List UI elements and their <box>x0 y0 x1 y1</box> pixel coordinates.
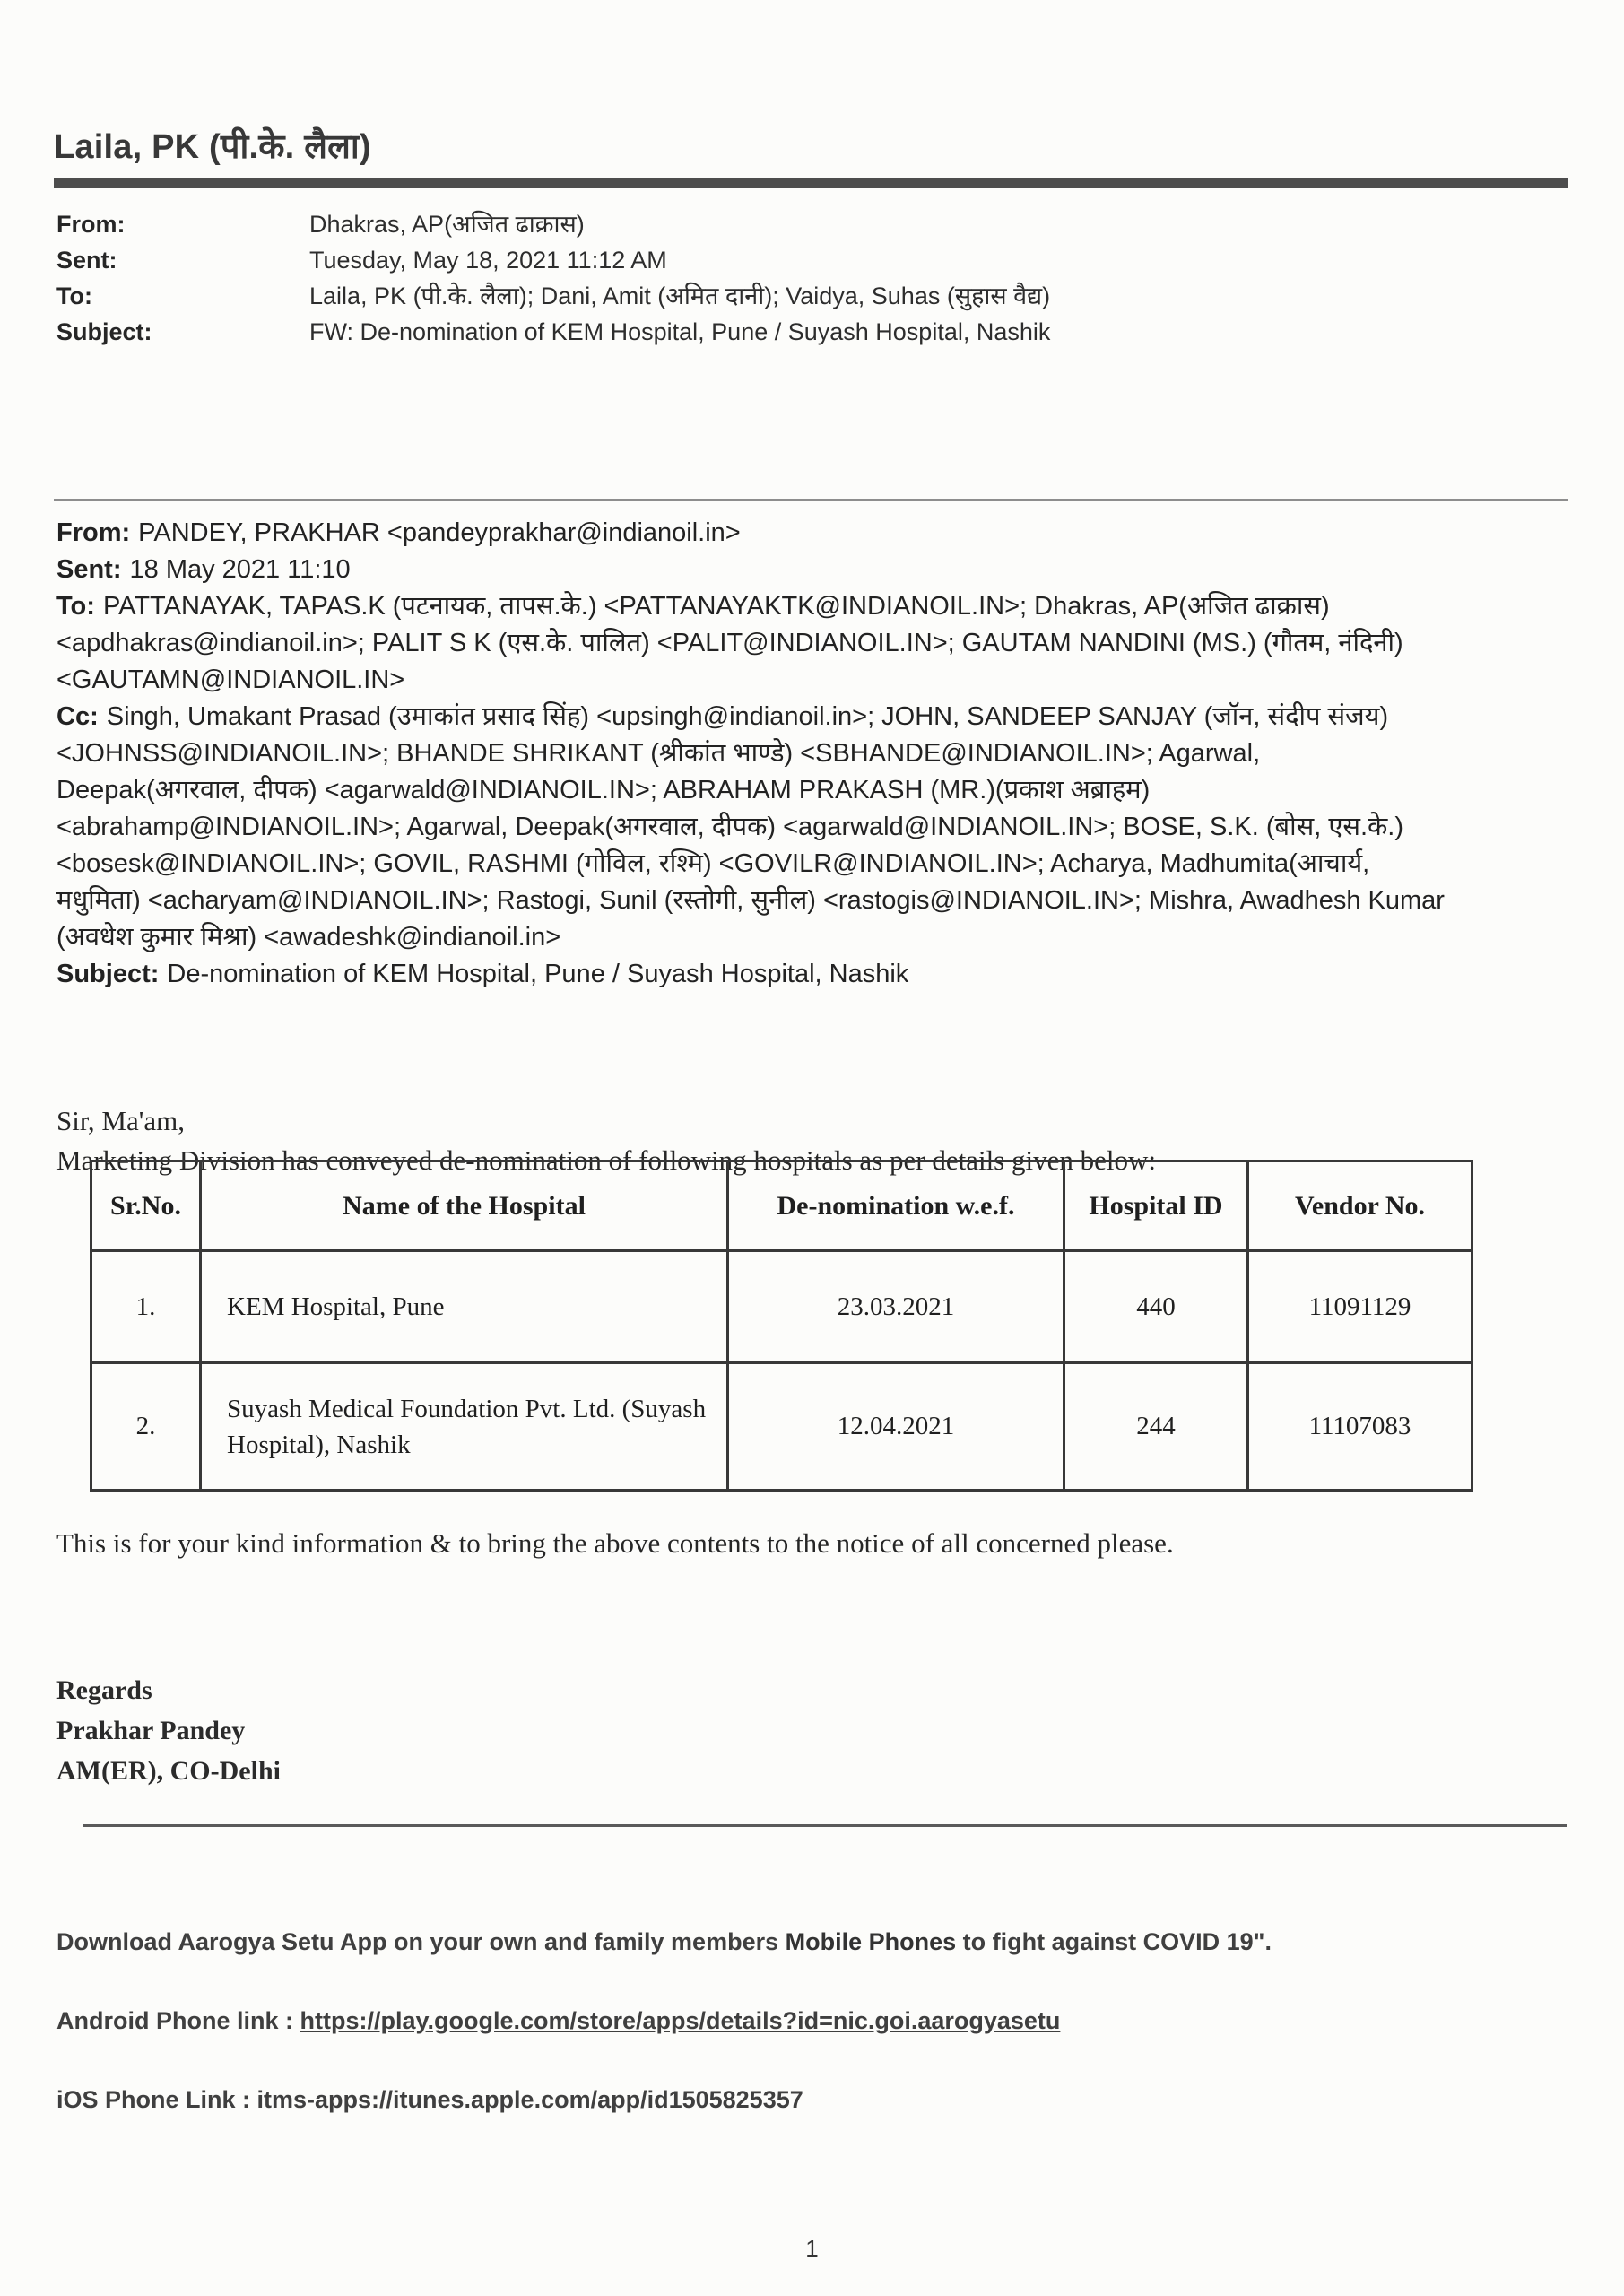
meta-row-subject <box>56 314 1491 350</box>
forwarded-message-header <box>56 515 1455 993</box>
table-cell: 12.04.2021 <box>728 1363 1064 1491</box>
table-row <box>91 1363 1472 1491</box>
table-header-cell: Vendor No. <box>1248 1161 1472 1251</box>
fwd-subject-label: Subject: <box>56 960 160 988</box>
table-header-row <box>91 1161 1472 1251</box>
mailbox-owner-title: Laila, PK (पी.के. लैला) <box>54 128 371 166</box>
table-body <box>91 1251 1472 1491</box>
table-cell: 1. <box>91 1251 201 1363</box>
signature-regards: Regards <box>56 1675 152 1705</box>
fwd-to-line <box>56 588 1455 699</box>
fwd-sent-value: 18 May 2021 11:10 <box>129 555 351 584</box>
separator-rule <box>54 499 1568 501</box>
email-meta-header <box>56 206 1491 350</box>
fwd-cc-label: Cc: <box>56 702 99 731</box>
subject-value: FW: De-nomination of KEM Hospital, Pune / Suyash Hospital, Nashik <box>309 318 1051 345</box>
meta-row-sent <box>56 242 1491 278</box>
table-cell: 11107083 <box>1248 1363 1472 1491</box>
sent-label: Sent: <box>56 247 117 274</box>
fwd-cc-line <box>56 699 1455 956</box>
table-cell: 244 <box>1064 1363 1248 1491</box>
fwd-from-label: From: <box>56 518 131 547</box>
covid-advisory-bold: Mobile Phones <box>785 1928 957 1955</box>
ios-link-label: iOS Phone Link : <box>56 2086 257 2113</box>
table-cell: 11091129 <box>1248 1251 1472 1363</box>
table-cell: 440 <box>1064 1251 1248 1363</box>
android-store-link[interactable]: https://play.google.com/store/apps/details?id=nic.goi.aarogyasetu <box>300 2007 1061 2034</box>
covid-advisory-prefix: Download Aarogya Setu App on your own and family members <box>56 1928 786 1955</box>
signature-name: Prakhar Pandey <box>56 1716 246 1745</box>
table-header-cell: Sr.No. <box>91 1161 201 1251</box>
meta-row-from <box>56 206 1491 242</box>
android-link-line <box>56 2007 1581 2035</box>
fwd-sent-line <box>56 552 1455 588</box>
denomination-table <box>90 1160 1473 1492</box>
fwd-to-value: PATTANAYAK, TAPAS.K (पटनायक, तापस.के.) <PATTANAYAKTK@INDIANOIL.IN>; Dhakras, AP(अजित ढाक्रास) <apdhakras@indianoil.in>; PALIT S K (एस.के. पालित) <PALIT@INDIANOIL.IN>; GAUTAM NANDINI (MS.) (गौतम, नंदिनी) <GAUTAMN@INDIANOIL.IN> <box>56 592 1403 694</box>
fwd-subject-line <box>56 956 1455 993</box>
covid-advisory-line <box>56 1928 1581 1956</box>
to-value: Laila, PK (पी.के. लैला); Dani, Amit (अमित दानी); Vaidya, Suhas (सुहास वैद्य) <box>309 283 1051 309</box>
table-cell: KEM Hospital, Pune <box>201 1251 728 1363</box>
fwd-from-line <box>56 515 1455 552</box>
table-header-cell: Hospital ID <box>1064 1161 1248 1251</box>
email-title-bar <box>54 122 1568 188</box>
table-cell: 2. <box>91 1363 201 1491</box>
signature-block <box>56 1670 281 1791</box>
sent-value: Tuesday, May 18, 2021 11:12 AM <box>309 247 667 274</box>
salutation: Sir, Ma'am, <box>56 1105 185 1136</box>
ios-link-line <box>56 2086 1581 2114</box>
page-number: 1 <box>805 2235 819 2262</box>
meta-row-to <box>56 278 1491 314</box>
fwd-subject-value: De-nomination of KEM Hospital, Pune / Suyash Hospital, Nashik <box>167 960 909 988</box>
ios-store-link: itms-apps://itunes.apple.com/app/id1505825357 <box>256 2086 803 2113</box>
footer-separator-rule <box>83 1824 1567 1827</box>
fwd-to-label: To: <box>56 592 95 621</box>
subject-label: Subject: <box>56 318 152 345</box>
signature-designation: AM(ER), CO-Delhi <box>56 1756 281 1786</box>
covid-advisory-suffix: to fight against COVID 19". <box>956 1928 1272 1955</box>
table-header-cell: Name of the Hospital <box>201 1161 728 1251</box>
fwd-sent-label: Sent: <box>56 555 122 584</box>
closing-sentence: This is for your kind information & to bring the above contents to the notice of all concerned please. <box>56 1527 1174 1559</box>
from-value: Dhakras, AP(अजित ढाक्रास) <box>309 211 585 238</box>
fwd-from-value: PANDEY, PRAKHAR <pandeyprakhar@indianoil.in> <box>138 518 741 547</box>
to-label: To: <box>56 283 92 309</box>
from-label: From: <box>56 211 126 238</box>
table-head <box>91 1161 1472 1251</box>
table-header-cell: De-nomination w.e.f. <box>728 1161 1064 1251</box>
table-row <box>91 1251 1472 1363</box>
intro-sentence: Marketing Division has conveyed de-nomination of following hospitals as per details given below: <box>56 1144 1156 1176</box>
table-cell: Suyash Medical Foundation Pvt. Ltd. (Suyash Hospital), Nashik <box>201 1363 728 1491</box>
android-link-label: Android Phone link : <box>56 2007 300 2034</box>
table-cell: 23.03.2021 <box>728 1251 1064 1363</box>
fwd-cc-value: Singh, Umakant Prasad (उमाकांत प्रसाद सिंह) <upsingh@indianoil.in>; JOHN, SANDEEP SANJAY (जॉन, संदीप संजय) <JOHNSS@INDIANOIL.IN>; BHANDE SHRIKANT (श्रीकांत भाण्डे) <SBHANDE@INDIANOIL.IN>; Agarwal, Deepak(अगरवाल, दीपक) <agarwald@INDIANOIL.IN>; ABRAHAM PRAKASH (MR.)(प्रकाश अब्राहम) <abrahamp@INDIANOIL.IN>; Agarwal, Deepak(अगरवाल, दीपक) <agarwald@INDIANOIL.IN>; BOSE, S.K. (बोस, एस.के.) <bosesk@INDIANOIL.IN>; GOVIL, RASHMI (गोविल, रश्मि) <GOVILR@INDIANOIL.IN>; Acharya, Madhumita(आचार्य, मधुमिता) <acharyam@INDIANOIL.IN>; Rastogi, Sunil (रस्तोगी, सुनील) <rastogis@INDIANOIL.IN>; Mishra, Awadhesh Kumar (अवधेश कुमार मिश्रा) <awadeshk@indianoil.in> <box>56 702 1445 952</box>
